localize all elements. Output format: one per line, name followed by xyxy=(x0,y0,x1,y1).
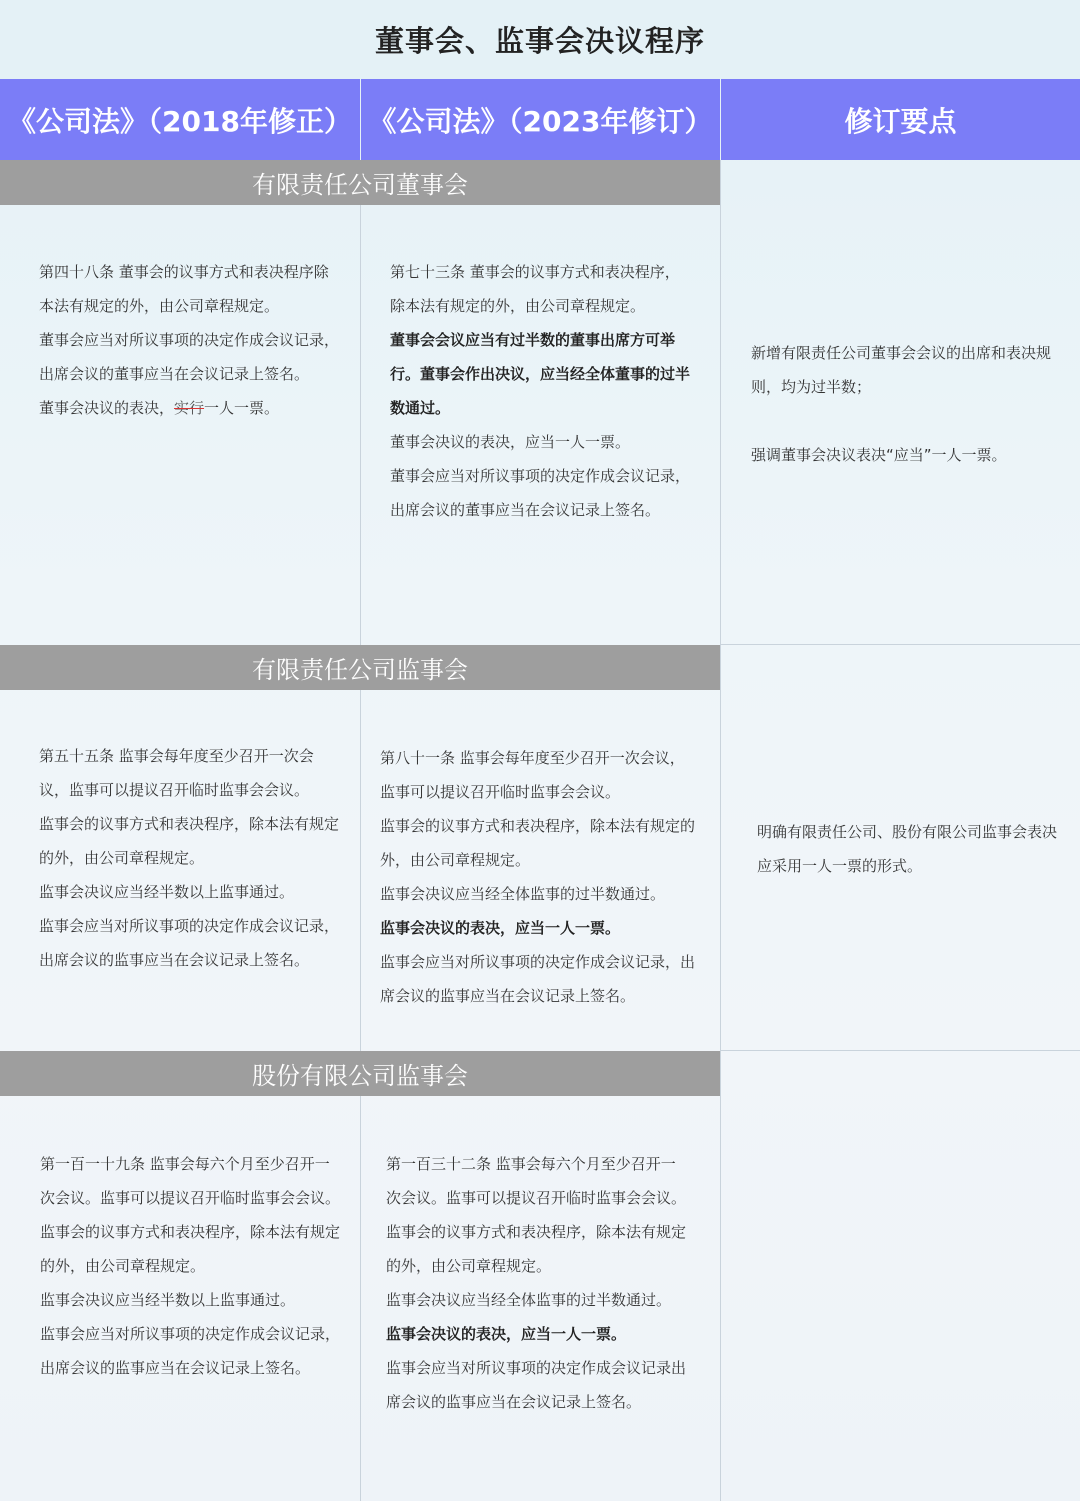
column-divider xyxy=(720,160,721,1501)
added-paragraph: 监事会决议的表决，应当一人一票。 xyxy=(386,1325,627,1343)
column-divider xyxy=(360,160,361,1501)
paragraph: 监事会决议应当经全体监事的过半数通过。 xyxy=(386,1291,672,1309)
row-divider xyxy=(720,1050,1080,1051)
paragraph: 董事会应当对所议事项的决定作成会议记录，出席会议的董事应当在会议记录上签名。 xyxy=(39,331,340,383)
key-point: 新增有限责任公司董事会会议的出席和表决规则，均为过半数； xyxy=(751,344,1052,396)
paragraph: 第七十三条 董事会的议事方式和表决程序，除本法有规定的外，由公司章程规定。 xyxy=(390,263,680,315)
paragraph: 第五十五条 监事会每年度至少召开一次会议，监事可以提议召开临时监事会会议。 xyxy=(39,747,314,799)
paragraph: 监事会应当对所议事项的决定作成会议记录，出席会议的监事应当在会议记录上签名。 xyxy=(380,953,696,1005)
paragraph: 监事会应当对所议事项的决定作成会议记录，出席会议的监事应当在会议记录上签名。 xyxy=(40,1325,341,1377)
new-law-text-llc-board xyxy=(390,255,690,527)
paragraph: 监事会决议应当经全体监事的过半数通过。 xyxy=(380,885,666,903)
deleted-text: 实行 xyxy=(174,399,205,417)
paragraph: 董事会决议的表决，应当一人一票。 xyxy=(390,433,631,451)
section-header-llc-board: 有限责任公司董事会 xyxy=(0,160,720,205)
paragraph: 监事会的议事方式和表决程序，除本法有规定的外，由公司章程规定。 xyxy=(386,1223,687,1275)
column-header-2018: 《公司法》（2018年修正） xyxy=(0,79,360,160)
column-header-2023: 《公司法》（2023年修订） xyxy=(361,79,720,160)
old-law-text-llc-supervisory xyxy=(39,739,339,977)
text-segment: 董事会决议的表决， xyxy=(39,399,175,417)
paragraph xyxy=(39,391,339,425)
old-law-text-joint-stock-supervisory xyxy=(40,1147,342,1385)
paragraph: 董事会应当对所议事项的决定作成会议记录，出席会议的董事应当在会议记录上签名。 xyxy=(390,467,691,519)
paragraph: 监事会应当对所议事项的决定作成会议记录，出席会议的监事应当在会议记录上签名。 xyxy=(39,917,340,969)
new-law-text-llc-supervisory xyxy=(380,741,698,1013)
page-title: 董事会、监事会决议程序 xyxy=(0,0,1080,79)
paragraph: 第一百一十九条 监事会每六个月至少召开一次会议。监事可以提议召开临时监事会会议。 xyxy=(40,1155,341,1207)
key-point: 明确有限责任公司、股份有限公司监事会表决应采用一人一票的形式。 xyxy=(757,823,1058,875)
added-paragraph: 董事会会议应当有过半数的董事出席方可举行。董事会作出决议，应当经全体董事的过半数通过。 xyxy=(390,331,691,417)
section-header-joint-stock-supervisory: 股份有限公司监事会 xyxy=(0,1051,720,1096)
paragraph: 第一百三十二条 监事会每六个月至少召开一次会议。监事可以提议召开临时监事会会议。 xyxy=(386,1155,687,1207)
paragraph: 监事会决议应当经半数以上监事通过。 xyxy=(39,883,295,901)
key-points-llc-board xyxy=(751,336,1056,472)
text-segment: 一人一票。 xyxy=(204,399,280,417)
paragraph: 第八十一条 监事会每年度至少召开一次会议，监事可以提议召开临时监事会会议。 xyxy=(380,749,685,801)
key-points-supervisory xyxy=(757,815,1057,883)
row-divider xyxy=(720,644,1080,645)
paragraph: 监事会的议事方式和表决程序，除本法有规定的外，由公司章程规定。 xyxy=(39,815,340,867)
paragraph: 第四十八条 董事会的议事方式和表决程序除本法有规定的外，由公司章程规定。 xyxy=(39,263,329,315)
section-header-llc-supervisory: 有限责任公司监事会 xyxy=(0,645,720,690)
new-law-text-joint-stock-supervisory xyxy=(386,1147,688,1419)
key-point: 强调董事会决议表决“应当”一人一票。 xyxy=(751,446,1007,464)
added-paragraph: 监事会决议的表决，应当一人一票。 xyxy=(380,919,621,937)
column-header-key-points: 修订要点 xyxy=(721,79,1080,160)
old-law-text-llc-board xyxy=(39,255,339,425)
paragraph: 监事会的议事方式和表决程序，除本法有规定的外，由公司章程规定。 xyxy=(40,1223,341,1275)
paragraph: 监事会的议事方式和表决程序，除本法有规定的外，由公司章程规定。 xyxy=(380,817,696,869)
paragraph: 监事会决议应当经半数以上监事通过。 xyxy=(40,1291,296,1309)
paragraph: 监事会应当对所议事项的决定作成会议记录出席会议的监事应当在会议记录上签名。 xyxy=(386,1359,687,1411)
